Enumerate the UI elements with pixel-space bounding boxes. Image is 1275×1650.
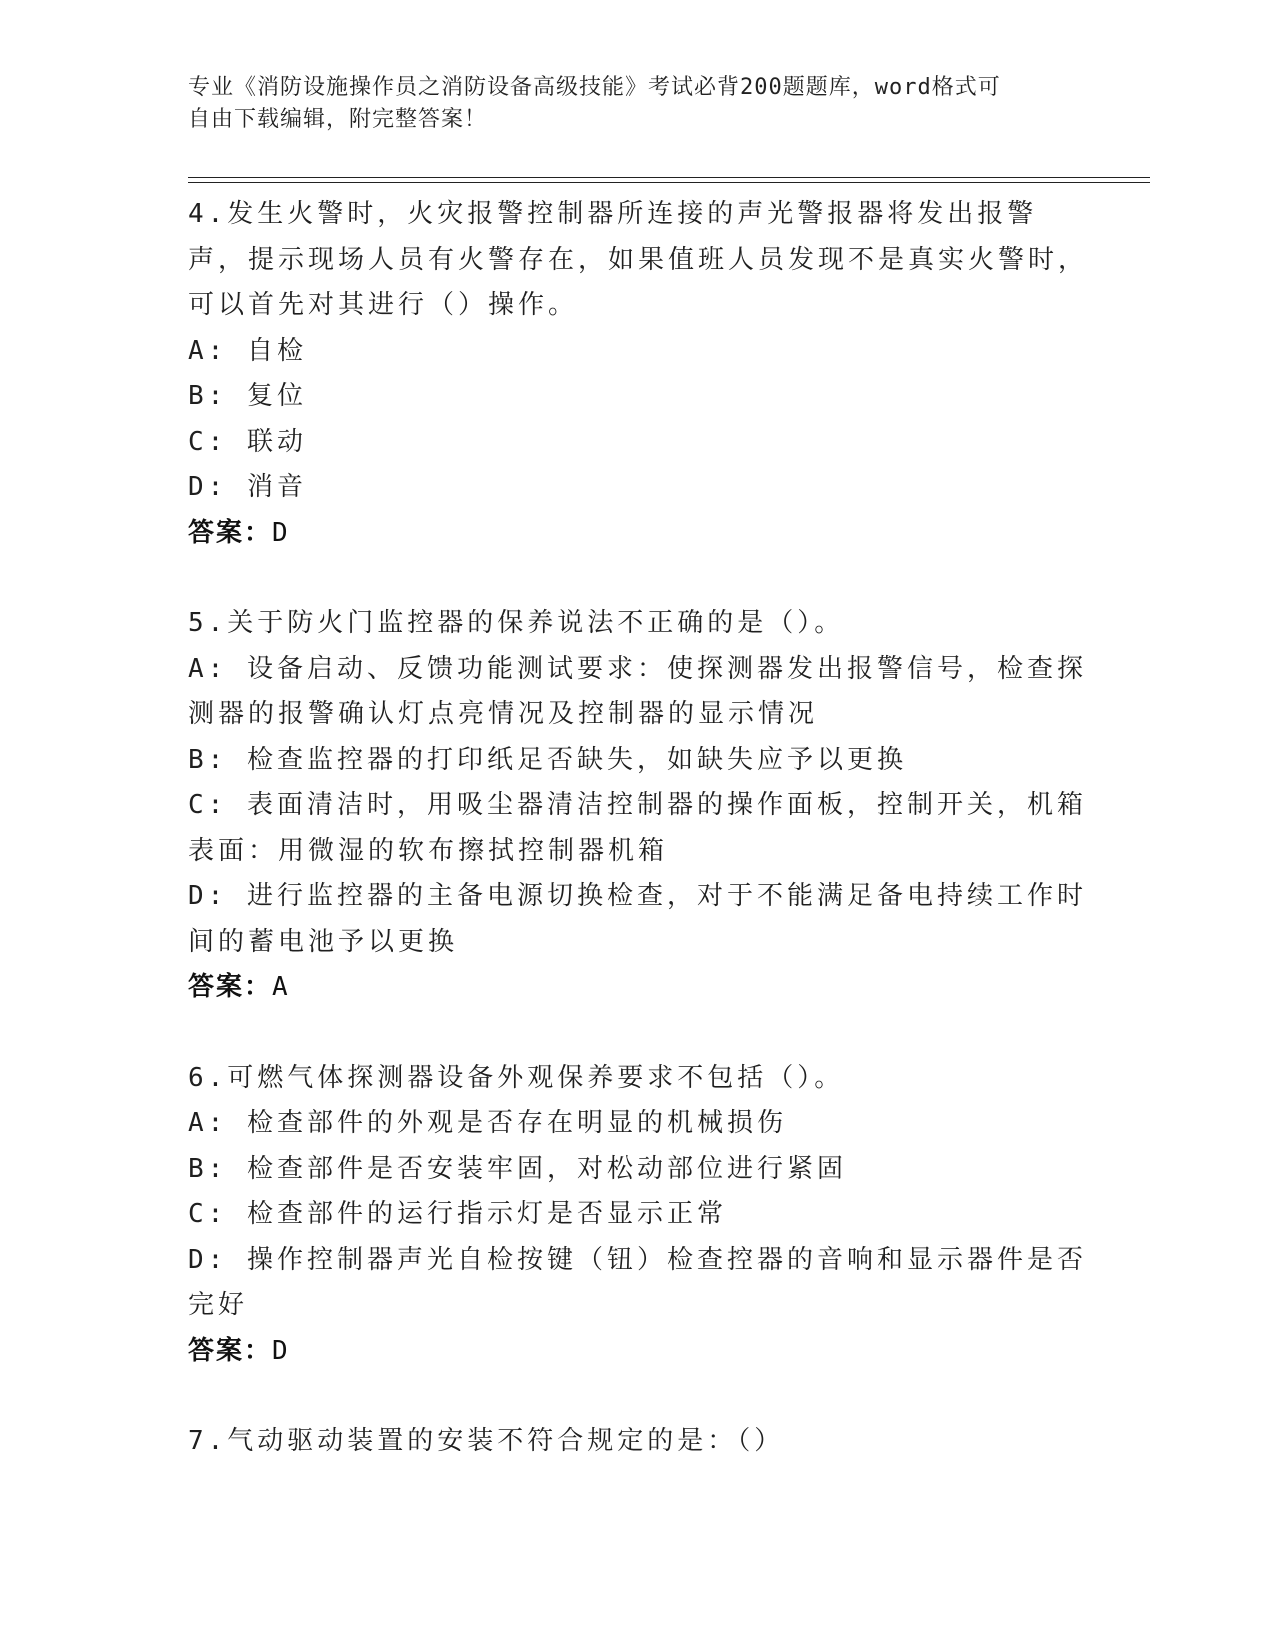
option-c: C: 检查部件的运行指示灯是否显示正常 xyxy=(188,1199,727,1229)
question-7 xyxy=(188,1419,1088,1465)
header-line-1: 专业《消防设施操作员之消防设备高级技能》考试必背200题题库，word格式可 xyxy=(188,75,1001,100)
option-b: B: 检查监控器的打印纸足否缺失，如缺失应予以更换 xyxy=(188,744,907,775)
answer-value: A xyxy=(272,972,290,1002)
option-c: C: 联动 xyxy=(188,426,307,457)
option-a: A: 检查部件的外观是否存在明显的机械损伤 xyxy=(188,1108,787,1138)
answer-label: 答案： xyxy=(188,517,273,548)
answer-value: D xyxy=(272,1335,290,1366)
option-a: A: 自检 xyxy=(188,335,307,366)
question-stem: 6.可燃气体探测器设备外观保养要求不包括（）。 xyxy=(188,1062,845,1093)
question-4 xyxy=(188,192,1088,556)
option-b: B: 检查部件是否安装牢固，对松动部位进行紧固 xyxy=(188,1153,847,1184)
answer-line xyxy=(188,965,1088,1011)
question-stem: 4.发生火警时，火灾报警控制器所连接的声光警报器将发出报警声，提示现场人员有火警存在，如果值班人员发现不是真实火警时，可以首先对其进行（）操作。 xyxy=(188,199,1089,320)
option-d: D: 操作控制器声光自检按键（钮）检查控器的音响和显示器件是否完好 xyxy=(188,1244,1087,1320)
option-a: A: 设备启动、反馈功能测试要求：使探测器发出报警信号，检查探测器的报警确认灯点亮情况及控制器的显示情况 xyxy=(188,653,1087,729)
answer-label: 答案： xyxy=(188,972,273,1002)
question-6 xyxy=(188,1056,1088,1375)
document-header xyxy=(188,72,1068,136)
answer-value: D xyxy=(272,517,290,548)
header-divider-top xyxy=(188,177,1150,178)
answer-label: 答案： xyxy=(188,1335,273,1366)
header-divider-bottom xyxy=(188,182,1150,183)
answer-line xyxy=(188,1329,1088,1375)
option-b: B: 复位 xyxy=(188,381,307,411)
header-line-2: 自由下载编辑，附完整答案！ xyxy=(188,107,488,132)
option-d: D: 消音 xyxy=(188,472,307,502)
question-stem: 5.关于防火门监控器的保养说法不正确的是（）。 xyxy=(188,608,845,638)
question-5 xyxy=(188,601,1088,1011)
question-stem: 7.气动驱动装置的安装不符合规定的是：（） xyxy=(188,1426,785,1456)
answer-line xyxy=(188,511,1088,557)
question-list xyxy=(188,192,1088,1510)
option-d: D: 进行监控器的主备电源切换检查，对于不能满足备电持续工作时间的蓄电池予以更换 xyxy=(188,881,1087,957)
option-c: C: 表面清洁时，用吸尘器清洁控制器的操作面板，控制开关，机箱表面：用微湿的软布擦拭控制器机箱 xyxy=(188,790,1087,866)
